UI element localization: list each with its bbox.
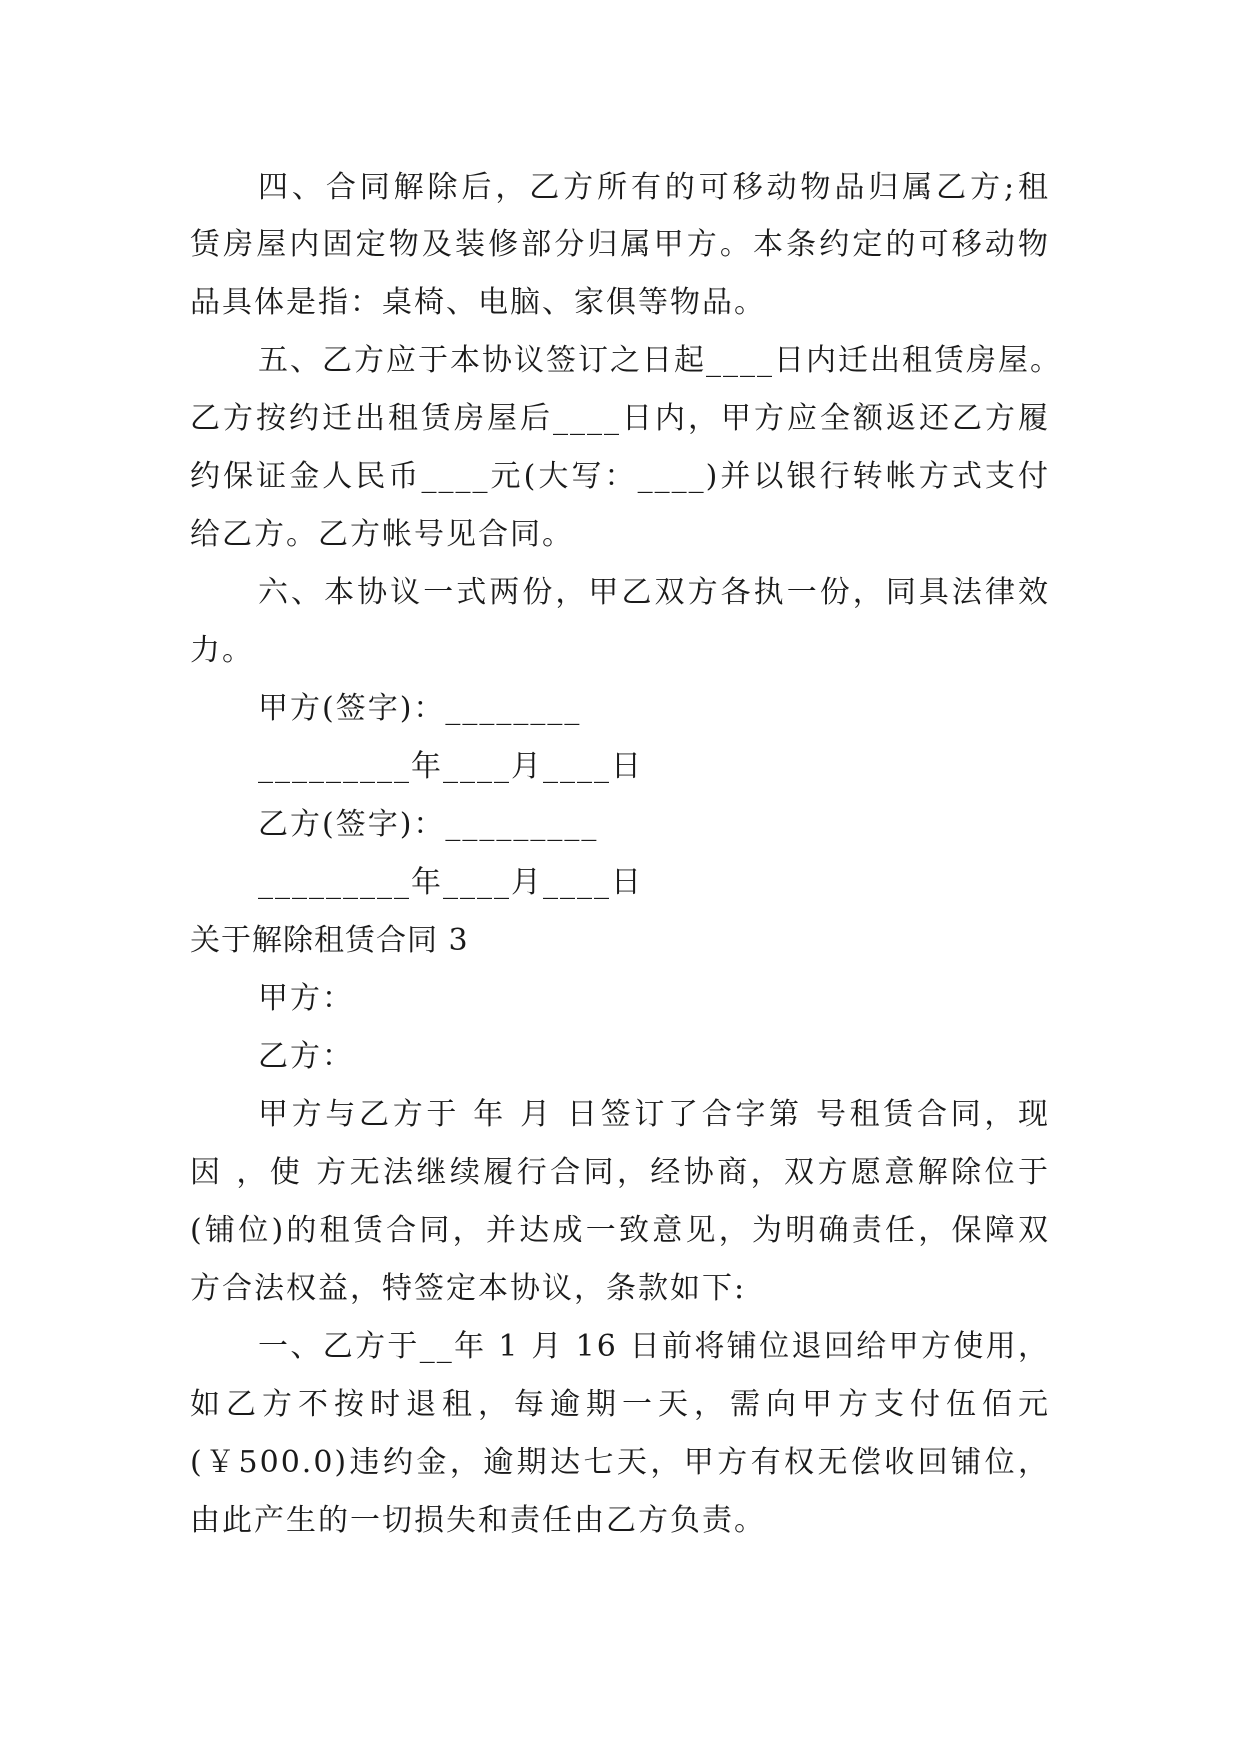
paragraph-5-line-3: 约保证金人民币____元(大写：____)并以银行转帐方式支付	[190, 459, 1050, 494]
intro-line-2: 因 ，使 方无法继续履行合同，经协商，双方愿意解除位于	[190, 1155, 1050, 1190]
clause-1-line-1: 一、乙方于__年 1 月 16 日前将铺位退回给甲方使用，	[258, 1329, 1050, 1364]
intro-line-1: 甲方与乙方于 年 月 日签订了合字第 号租赁合同，现	[258, 1097, 1050, 1132]
paragraph-5-line-1: 五、乙方应于本协议签订之日起____日内迁出租赁房屋。	[258, 343, 1062, 378]
party-b-date: _________年____月____日	[258, 865, 643, 900]
section-heading: 关于解除租赁合同 3	[190, 923, 469, 958]
paragraph-4-line-1: 四、合同解除后，乙方所有的可移动物品归属乙方;租	[258, 170, 1050, 205]
paragraph-5-line-4: 给乙方。乙方帐号见合同。	[190, 517, 574, 552]
party-b-label: 乙方：	[258, 1039, 354, 1074]
intro-line-4: 方合法权益，特签定本协议，条款如下:	[190, 1271, 747, 1306]
party-a-signature: 甲方(签字)：________	[258, 691, 582, 726]
clause-1-line-4: 由此产生的一切损失和责任由乙方负责。	[190, 1503, 766, 1538]
clause-1-line-2: 如乙方不按时退租，每逾期一天，需向甲方支付伍佰元	[190, 1387, 1050, 1422]
party-a-date: _________年____月____日	[258, 749, 643, 784]
clause-1-line-3: (￥500.0)违约金，逾期达七天，甲方有权无偿收回铺位，	[190, 1445, 1050, 1480]
paragraph-6-line-1: 六、本协议一式两份，甲乙双方各执一份，同具法律效	[258, 575, 1050, 610]
paragraph-6-line-2: 力。	[190, 633, 254, 668]
paragraph-4-line-2: 赁房屋内固定物及装修部分归属甲方。本条约定的可移动物	[190, 227, 1050, 262]
party-a-label: 甲方：	[258, 981, 354, 1016]
party-b-signature: 乙方(签字)：_________	[258, 807, 599, 842]
paragraph-5-line-2: 乙方按约迁出租赁房屋后____日内，甲方应全额返还乙方履	[190, 401, 1050, 436]
paragraph-4-line-3: 品具体是指：桌椅、电脑、家俱等物品。	[190, 285, 766, 320]
intro-line-3: (铺位)的租赁合同，并达成一致意见，为明确责任，保障双	[190, 1213, 1050, 1248]
